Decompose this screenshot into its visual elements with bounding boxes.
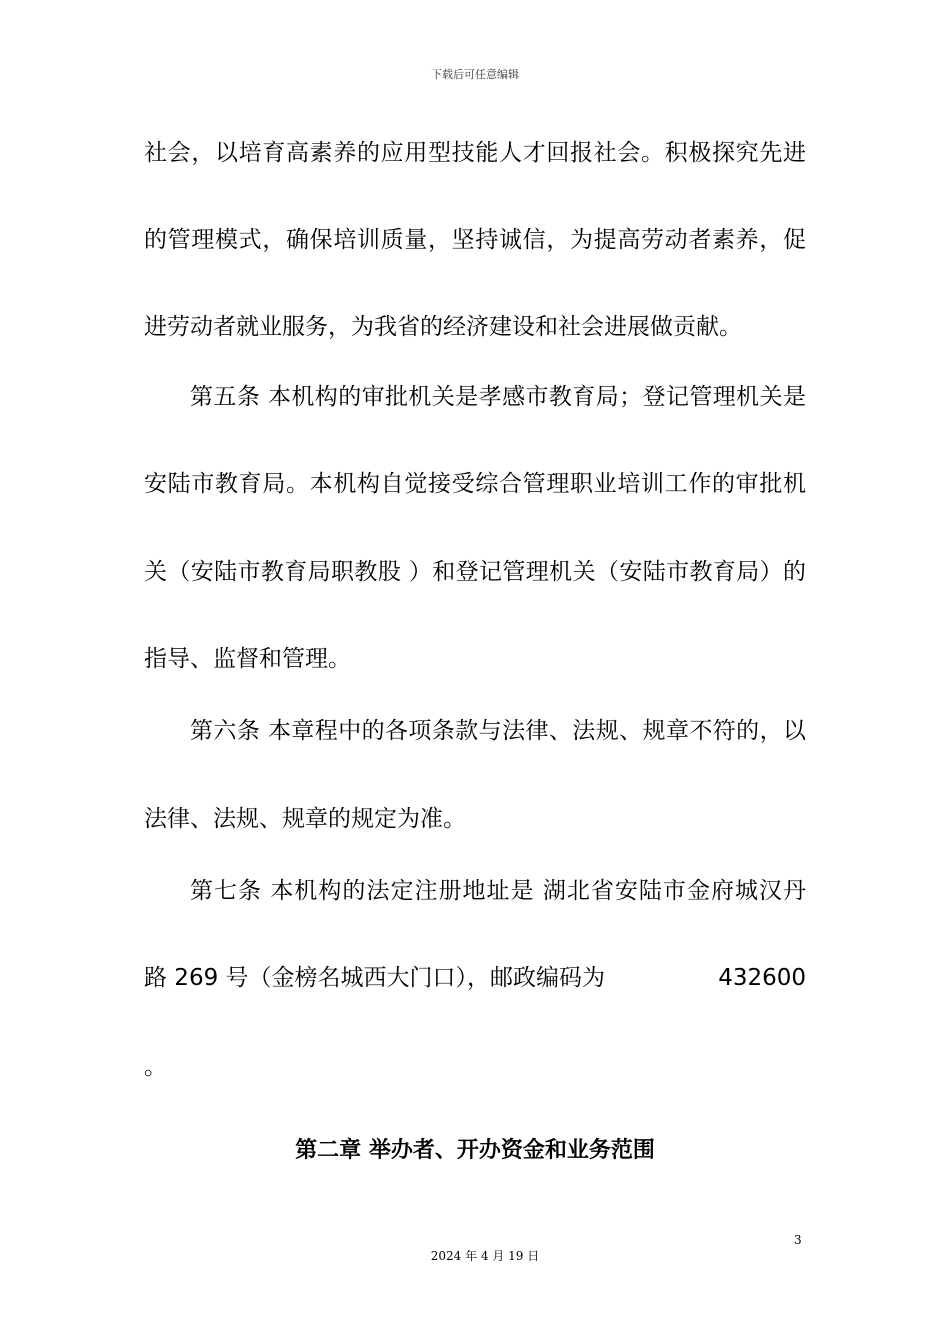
paragraph-line: 的管理模式，确保培训质量，坚持诚信，为提高劳动者素养，促 [144, 227, 806, 253]
paragraph-line: 进劳动者就业服务，为我省的经济建设和社会进展做贡献。 [144, 314, 742, 340]
footer-date: 2024 年 4 月 19 日 [430, 1249, 540, 1263]
header-note: 下载后可任意编辑 [431, 68, 519, 81]
article-7-line: 第七条 本机构的法定注册地址是 湖北省安陆市金府城汉丹 [190, 878, 806, 904]
paragraph-line: 社会，以培育高素养的应用型技能人才回报社会。积极探究先进 [144, 140, 806, 166]
trailing-punctuation: 。 [144, 1054, 167, 1080]
paragraph-line: 关（安陆市教育局职教股 ）和登记管理机关（安陆市教育局）的 [144, 559, 806, 585]
address-line [144, 963, 806, 993]
paragraph-line: 法律、法规、规章的规定为准。 [144, 806, 466, 832]
article-6-line: 第六条 本章程中的各项条款与法律、法规、规章不符的，以 [190, 718, 806, 744]
page-number: 3 [794, 1233, 802, 1247]
paragraph-line: 安陆市教育局。本机构自觉接受综合管理职业培训工作的审批机 [144, 471, 806, 497]
chapter-title: 第二章 举办者、开办资金和业务范围 [295, 1138, 655, 1163]
paragraph-line: 指导、监督和管理。 [144, 646, 351, 672]
article-5-line: 第五条 本机构的审批机关是孝感市教育局；登记管理机关是 [190, 384, 806, 410]
address-text: 路 269 号（金榜名城西大门口），邮政编码为 [144, 965, 606, 991]
postcode: 432600 [718, 965, 806, 991]
